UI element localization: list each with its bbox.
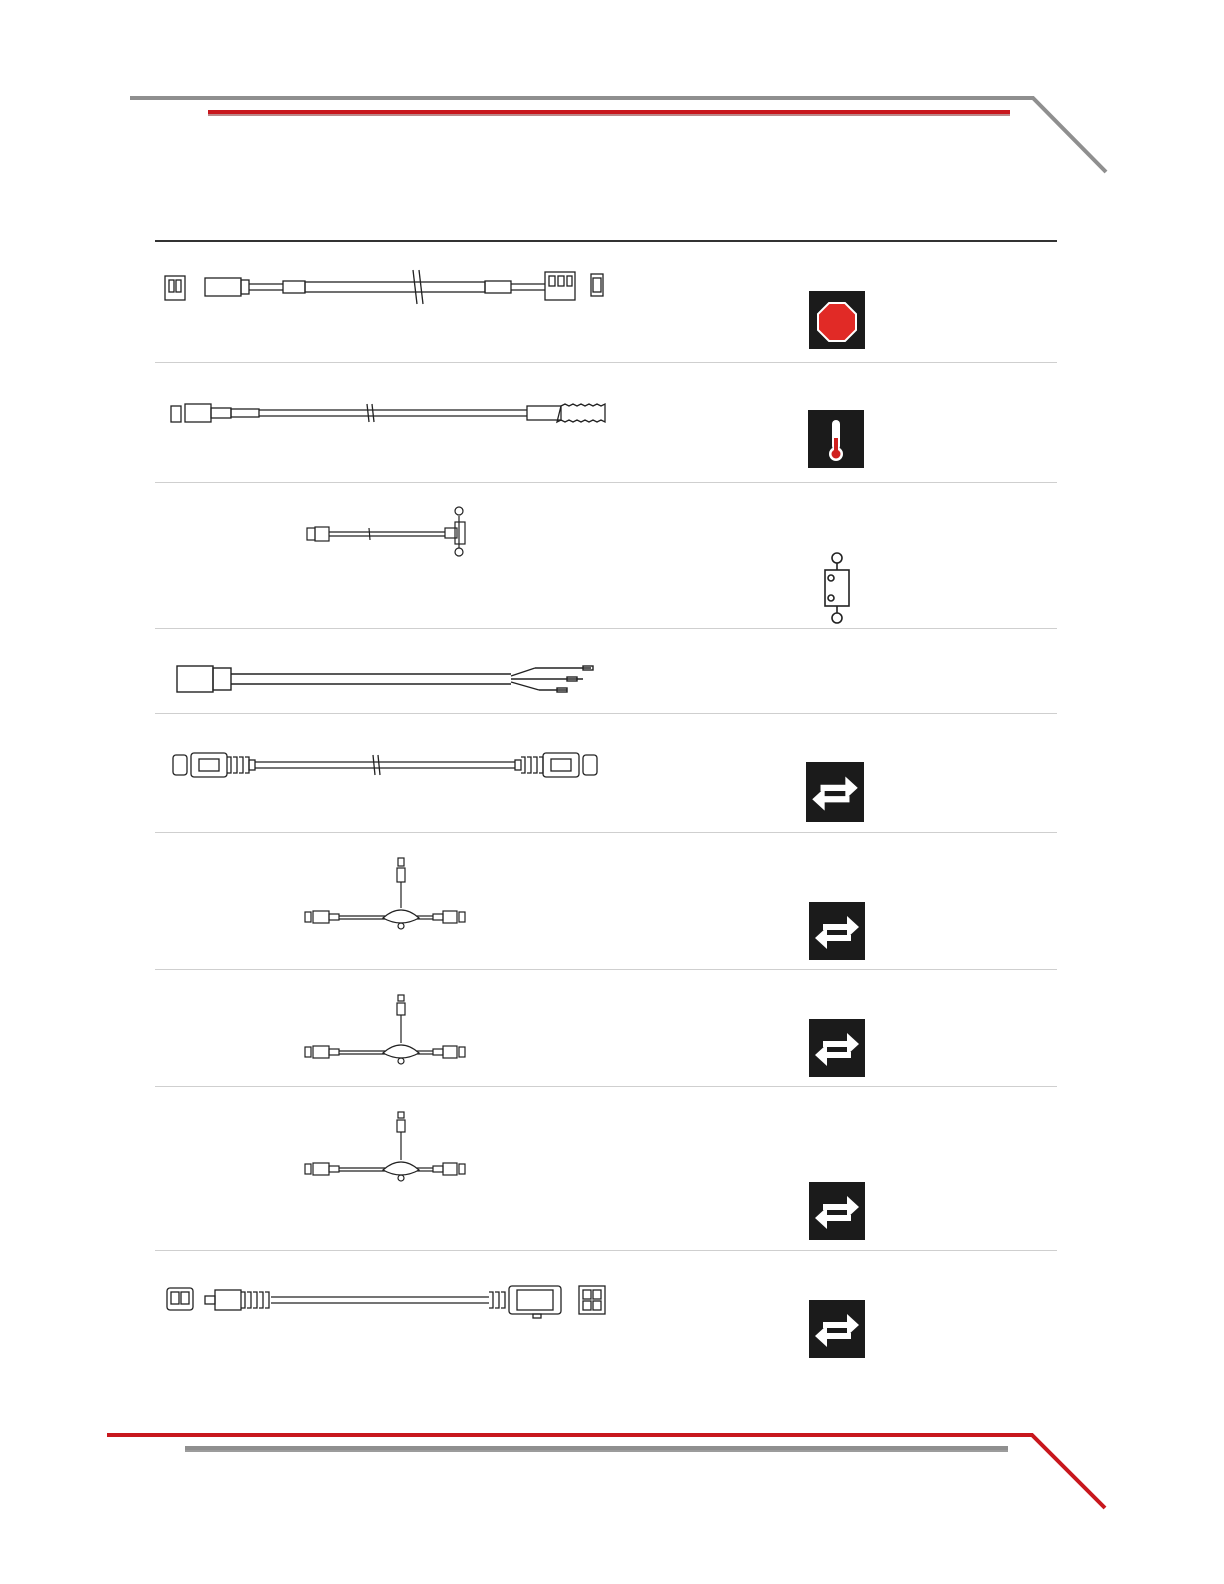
header-gray-rule	[130, 98, 1106, 172]
cable-small-sensor-drawing	[155, 482, 615, 628]
table-row	[155, 362, 1057, 483]
table-row	[155, 628, 1057, 714]
thermometer-icon	[808, 410, 864, 468]
cable-two-end-connectors-drawing	[155, 242, 615, 362]
bidirectional-arrows-icon	[809, 902, 865, 960]
table-row	[155, 242, 1057, 363]
cable-t-splitter-drawing	[155, 969, 615, 1086]
bidirectional-arrows-icon	[809, 1019, 865, 1077]
table-row	[155, 1086, 1057, 1251]
sensor-bracket-icon	[817, 552, 857, 624]
table-row	[155, 832, 1057, 970]
table-row	[155, 482, 1057, 629]
cable-network-extension-drawing	[155, 713, 615, 832]
bidirectional-arrows-icon	[809, 1182, 865, 1240]
cable-open-wire-leads-drawing	[155, 628, 615, 713]
header-decoration	[0, 0, 1224, 200]
bidirectional-arrows-icon	[806, 762, 864, 822]
cable-threaded-sensor-drawing	[155, 362, 615, 482]
footer-red-rule	[107, 1435, 1105, 1508]
bidirectional-arrows-icon	[809, 1300, 865, 1358]
table-row	[155, 1250, 1057, 1380]
stop-octagon-icon	[809, 291, 865, 349]
table-row	[155, 969, 1057, 1087]
table-row	[155, 713, 1057, 833]
cable-t-splitter-drawing	[155, 832, 615, 969]
cable-t-splitter-drawing	[155, 1086, 615, 1250]
cable-adapter-module-drawing	[155, 1250, 615, 1380]
